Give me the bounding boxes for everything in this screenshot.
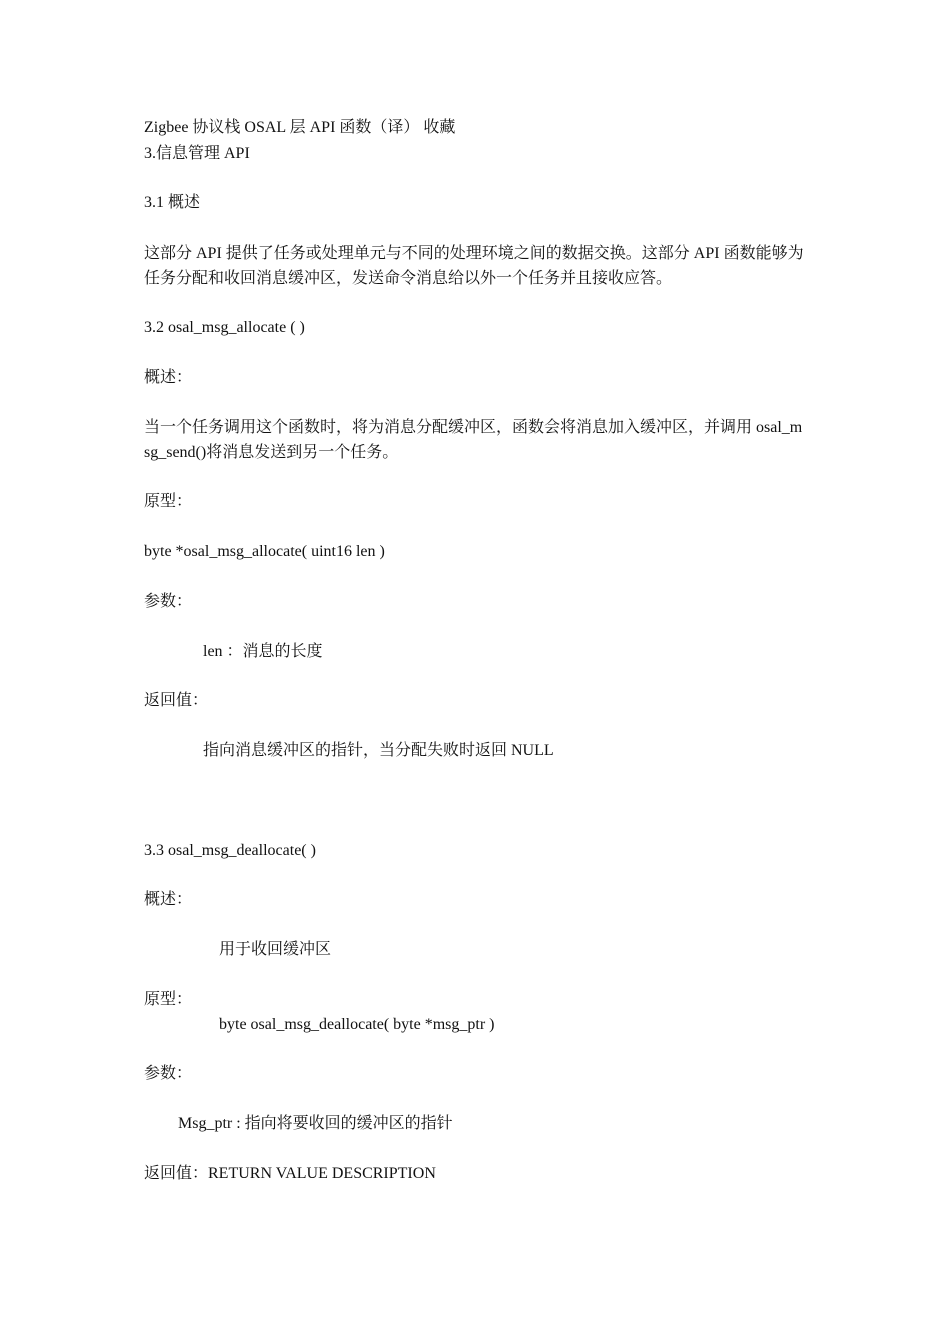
allocate-summary-paragraph: 当一个任务调用这个函数时，将为消息分配缓冲区，函数会将消息加入缓冲区，并调用 osal_msg_send()将消息发送到另一个任务。 [144, 419, 803, 461]
allocate-return-text: 指向消息缓冲区的指针，当分配失败时返回 NULL [203, 742, 554, 759]
section-heading: 3.信息管理 API [144, 145, 250, 162]
allocate-prototype: byte *osal_msg_allocate( uint16 len ) [144, 543, 385, 560]
deallocate-params-label: 参数： [144, 1065, 193, 1082]
allocate-prototype-label: 原型： [144, 493, 193, 510]
allocate-summary-label: 概述： [144, 369, 193, 386]
allocate-params-label: 参数： [144, 593, 193, 610]
deallocate-param-msg-ptr: Msg_ptr : 指向将要收回的缓冲区的指针 [178, 1115, 453, 1132]
allocate-param-len: len ：消息的长度 [203, 643, 323, 660]
deallocate-summary-label: 概述： [144, 891, 193, 908]
overview-paragraph: 这部分 API 提供了任务或处理单元与不同的处理环境之间的数据交换。这部分 API 函数能够为任务分配和收回消息缓冲区，发送命令消息给以外一个任务并且接收应答。 [144, 245, 804, 287]
deallocate-prototype: byte osal_msg_deallocate( byte *msg_ptr ) [219, 1016, 495, 1033]
allocate-heading: 3.2 osal_msg_allocate ( ) [144, 319, 305, 336]
deallocate-heading: 3.3 osal_msg_deallocate( ) [144, 842, 316, 859]
deallocate-summary-text: 用于收回缓冲区 [219, 941, 332, 958]
allocate-return-label: 返回值： [144, 692, 209, 709]
deallocate-return-text: 返回值：RETURN VALUE DESCRIPTION [144, 1165, 436, 1182]
deallocate-prototype-label: 原型： [144, 991, 193, 1008]
document-title: Zigbee 协议栈 OSAL 层 API 函数（译） 收藏 [144, 119, 456, 136]
overview-heading: 3.1 概述 [144, 194, 201, 211]
